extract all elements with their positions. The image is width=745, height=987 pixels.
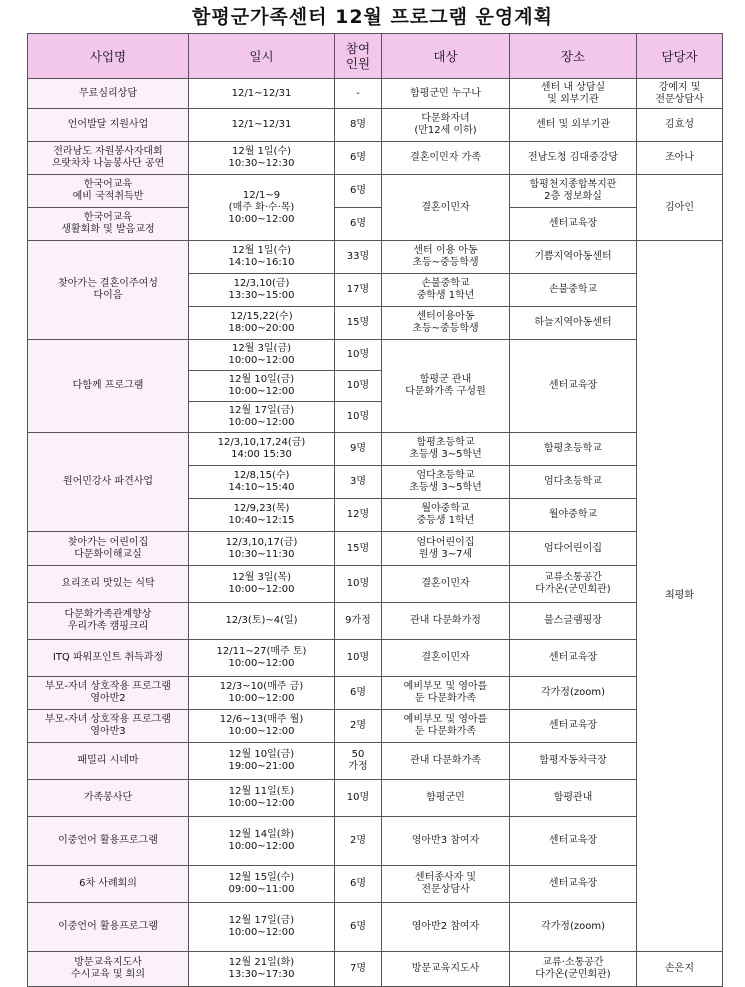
cell-datetime: 12/3(토)~4(일) [189,603,335,640]
cell-program: 6차 사례회의 [28,866,189,903]
header-manager: 담당자 [637,34,723,79]
cell-program: 방문교육지도사 수시교육 및 회의 [28,952,189,987]
cell-program: 패밀리 시네마 [28,743,189,780]
cell-manager: 최평화 [637,241,723,952]
cell-place: 함평관내 [510,780,637,817]
cell-target: 결혼이민자 가족 [382,142,510,175]
cell-place: 센터교육장 [510,208,637,241]
table-row [28,142,723,175]
cell-target: 함평군 관내 다문화가족 구성원 [382,340,510,433]
table-row [28,817,723,866]
cell-participants: 15명 [335,532,382,566]
table-row [28,532,723,566]
cell-datetime: 12/15,22(수) 18:00~20:00 [189,307,335,340]
cell-participants: 7명 [335,952,382,987]
cell-participants: 50 가정 [335,743,382,780]
cell-datetime: 12월 1일(수) 14:10~16:10 [189,241,335,274]
cell-program: 다문화가족관계향상 우리가족 캠핑크리 [28,603,189,640]
cell-program: 이중언어 활용프로그램 [28,903,189,952]
cell-datetime: 12월 21일(화) 13:30~17:30 [189,952,335,987]
cell-target: 다문화자녀 (만12세 이하) [382,109,510,142]
cell-program: 요리조리 맛있는 식탁 [28,566,189,603]
cell-program: 부모-자녀 상호작용 프로그램 영아반2 [28,677,189,710]
cell-datetime: 12월 1일(수) 10:30~12:30 [189,142,335,175]
cell-target: 엄다어린이집 원생 3~7세 [382,532,510,566]
cell-participants: 15명 [335,307,382,340]
header-participants: 참여 인원 [335,34,382,79]
cell-place: 엄다어린이집 [510,532,637,566]
cell-target: 엄다초등학교 초등생 3~5학년 [382,466,510,499]
cell-target: 예비부모 및 영아를 둔 다문화가족 [382,677,510,710]
header-program: 사업명 [28,34,189,79]
cell-participants: 17명 [335,274,382,307]
cell-target: 함평초등학교 초등생 3~5학년 [382,433,510,466]
cell-participants: 10명 [335,371,382,402]
cell-target: 함평군민 누구나 [382,79,510,109]
cell-datetime: 12/9,23(목) 10:40~12:15 [189,499,335,532]
table-row [28,640,723,677]
cell-target: 결혼이민자 [382,175,510,241]
cell-participants: 8명 [335,109,382,142]
cell-target: 함평군민 [382,780,510,817]
table-row [28,903,723,952]
cell-target: 관내 다문화가족 [382,743,510,780]
table-row [28,603,723,640]
cell-participants: 9가정 [335,603,382,640]
table-header-row [28,34,723,79]
table-row [28,780,723,817]
cell-program: 부모-자녀 상호작용 프로그램 영아반3 [28,710,189,743]
cell-place: 센터교육장 [510,866,637,903]
cell-datetime: 12월 10일(금) 19:00~21:00 [189,743,335,780]
cell-participants: 9명 [335,433,382,466]
table-row [28,743,723,780]
cell-program: 전라남도 자원봉사자대회 으랏차차 나눔봉사단 공연 [28,142,189,175]
cell-place: 교류·소통공간 다가온(군민회관) [510,952,637,987]
cell-place: 센터교육장 [510,640,637,677]
cell-datetime: 12월 10일(금) 10:00~12:00 [189,371,335,402]
cell-target: 영아반3 참여자 [382,817,510,866]
cell-target: 예비부모 및 영아를 둔 다문화가족 [382,710,510,743]
cell-place: 하늘지역아동센터 [510,307,637,340]
table-row [28,433,723,466]
cell-target: 방문교육지도사 [382,952,510,987]
cell-participants: 10명 [335,402,382,433]
cell-place: 각가정(zoom) [510,677,637,710]
table-row [28,340,723,371]
cell-datetime: 12/1~12/31 [189,109,335,142]
cell-place: 센터 내 상담실 및 외부기관 [510,79,637,109]
table-row [28,109,723,142]
cell-program: 찾아가는 결혼이주여성 다이음 [28,241,189,340]
cell-program: 찾아가는 어린이집 다문화이해교실 [28,532,189,566]
cell-place: 손불중학교 [510,274,637,307]
cell-participants: - [335,79,382,109]
cell-datetime: 12/1~12/31 [189,79,335,109]
cell-program: 언어발달 지원사업 [28,109,189,142]
cell-participants: 10명 [335,340,382,371]
cell-datetime: 12월 17일(금) 10:00~12:00 [189,402,335,433]
page-title: 함평군가족센터 12월 프로그램 운영계획 [192,6,553,28]
table-row [28,866,723,903]
cell-datetime: 12월 15일(수) 09:00~11:00 [189,866,335,903]
cell-target: 센터이용아동 초등~중등학생 [382,307,510,340]
cell-datetime: 12/8,15(수) 14:10~15:40 [189,466,335,499]
cell-manager: 강예지 및 전문상담사 [637,79,723,109]
cell-place: 불스글램핑장 [510,603,637,640]
cell-place: 센터 및 외부기관 [510,109,637,142]
cell-manager: 손은지 [637,952,723,987]
cell-datetime: 12/11~27(매주 토) 10:00~12:00 [189,640,335,677]
header-target: 대상 [382,34,510,79]
cell-place: 센터교육장 [510,710,637,743]
cell-program: 다함께 프로그램 [28,340,189,433]
cell-manager: 김효성 [637,109,723,142]
table-row [28,175,723,208]
cell-participants: 10명 [335,640,382,677]
table-row [28,241,723,274]
cell-participants: 6명 [335,866,382,903]
header-place: 장소 [510,34,637,79]
cell-datetime: 12/3~10(매주 금) 10:00~12:00 [189,677,335,710]
cell-participants: 6명 [335,903,382,952]
cell-datetime: 12월 11일(토) 10:00~12:00 [189,780,335,817]
table-row [28,710,723,743]
cell-place: 함평천지종합복지관 2층 정보화실 [510,175,637,208]
cell-datetime: 12/3,10(금) 13:30~15:00 [189,274,335,307]
cell-target: 월야중학교 중등생 1학년 [382,499,510,532]
cell-participants: 10명 [335,780,382,817]
cell-datetime: 12/1~9 (매주 화·수·목) 10:00~12:00 [189,175,335,241]
cell-place: 각가정(zoom) [510,903,637,952]
cell-participants: 3명 [335,466,382,499]
cell-program: 원어민강사 파견사업 [28,433,189,532]
cell-participants: 6명 [335,175,382,208]
cell-target: 영아반2 참여자 [382,903,510,952]
cell-target: 손불중학교 중학생 1학년 [382,274,510,307]
cell-place: 센터교육장 [510,340,637,433]
table-row [28,79,723,109]
cell-place: 월야중학교 [510,499,637,532]
cell-datetime: 12/6~13(매주 월) 10:00~12:00 [189,710,335,743]
program-schedule-table [27,33,723,987]
cell-place: 엄다초등학교 [510,466,637,499]
cell-program: 무료심리상담 [28,79,189,109]
cell-program: 가족봉사단 [28,780,189,817]
cell-place: 교류소통공간 다가온(군민회관) [510,566,637,603]
cell-manager: 조아나 [637,142,723,175]
cell-participants: 2명 [335,817,382,866]
cell-place: 기쁨지역아동센터 [510,241,637,274]
cell-datetime: 12월 3일(목) 10:00~12:00 [189,566,335,603]
cell-place: 전남도청 김대중강당 [510,142,637,175]
table-row [28,208,723,241]
cell-target: 결혼이민자 [382,640,510,677]
table-row [28,952,723,987]
cell-target: 센터종사자 및 전문상담사 [382,866,510,903]
cell-participants: 6명 [335,208,382,241]
cell-program: 이중언어 활용프로그램 [28,817,189,866]
cell-datetime: 12월 17일(금) 10:00~12:00 [189,903,335,952]
cell-target: 관내 다문화가정 [382,603,510,640]
cell-participants: 2명 [335,710,382,743]
cell-target: 센터 이용 아동 초등~중등학생 [382,241,510,274]
cell-participants: 6명 [335,677,382,710]
table-row [28,566,723,603]
table-row [28,677,723,710]
cell-participants: 6명 [335,142,382,175]
cell-place: 함평초등학교 [510,433,637,466]
cell-participants: 12명 [335,499,382,532]
cell-datetime: 12월 14일(화) 10:00~12:00 [189,817,335,866]
cell-participants: 33명 [335,241,382,274]
cell-place: 센터교육장 [510,817,637,866]
cell-program: 한국어교육 예비 국적취득반 [28,175,189,208]
cell-datetime: 12월 3일(금) 10:00~12:00 [189,340,335,371]
cell-manager: 김아인 [637,175,723,241]
cell-datetime: 12/3,10,17(금) 10:30~11:30 [189,532,335,566]
cell-program: 한국어교육 생활회화 및 발음교정 [28,208,189,241]
header-datetime: 일시 [189,34,335,79]
cell-target: 결혼이민자 [382,566,510,603]
cell-program: ITQ 파워포인트 취득과정 [28,640,189,677]
cell-datetime: 12/3,10,17,24(금) 14:00 15:30 [189,433,335,466]
cell-place: 함평자동차극장 [510,743,637,780]
cell-participants: 10명 [335,566,382,603]
